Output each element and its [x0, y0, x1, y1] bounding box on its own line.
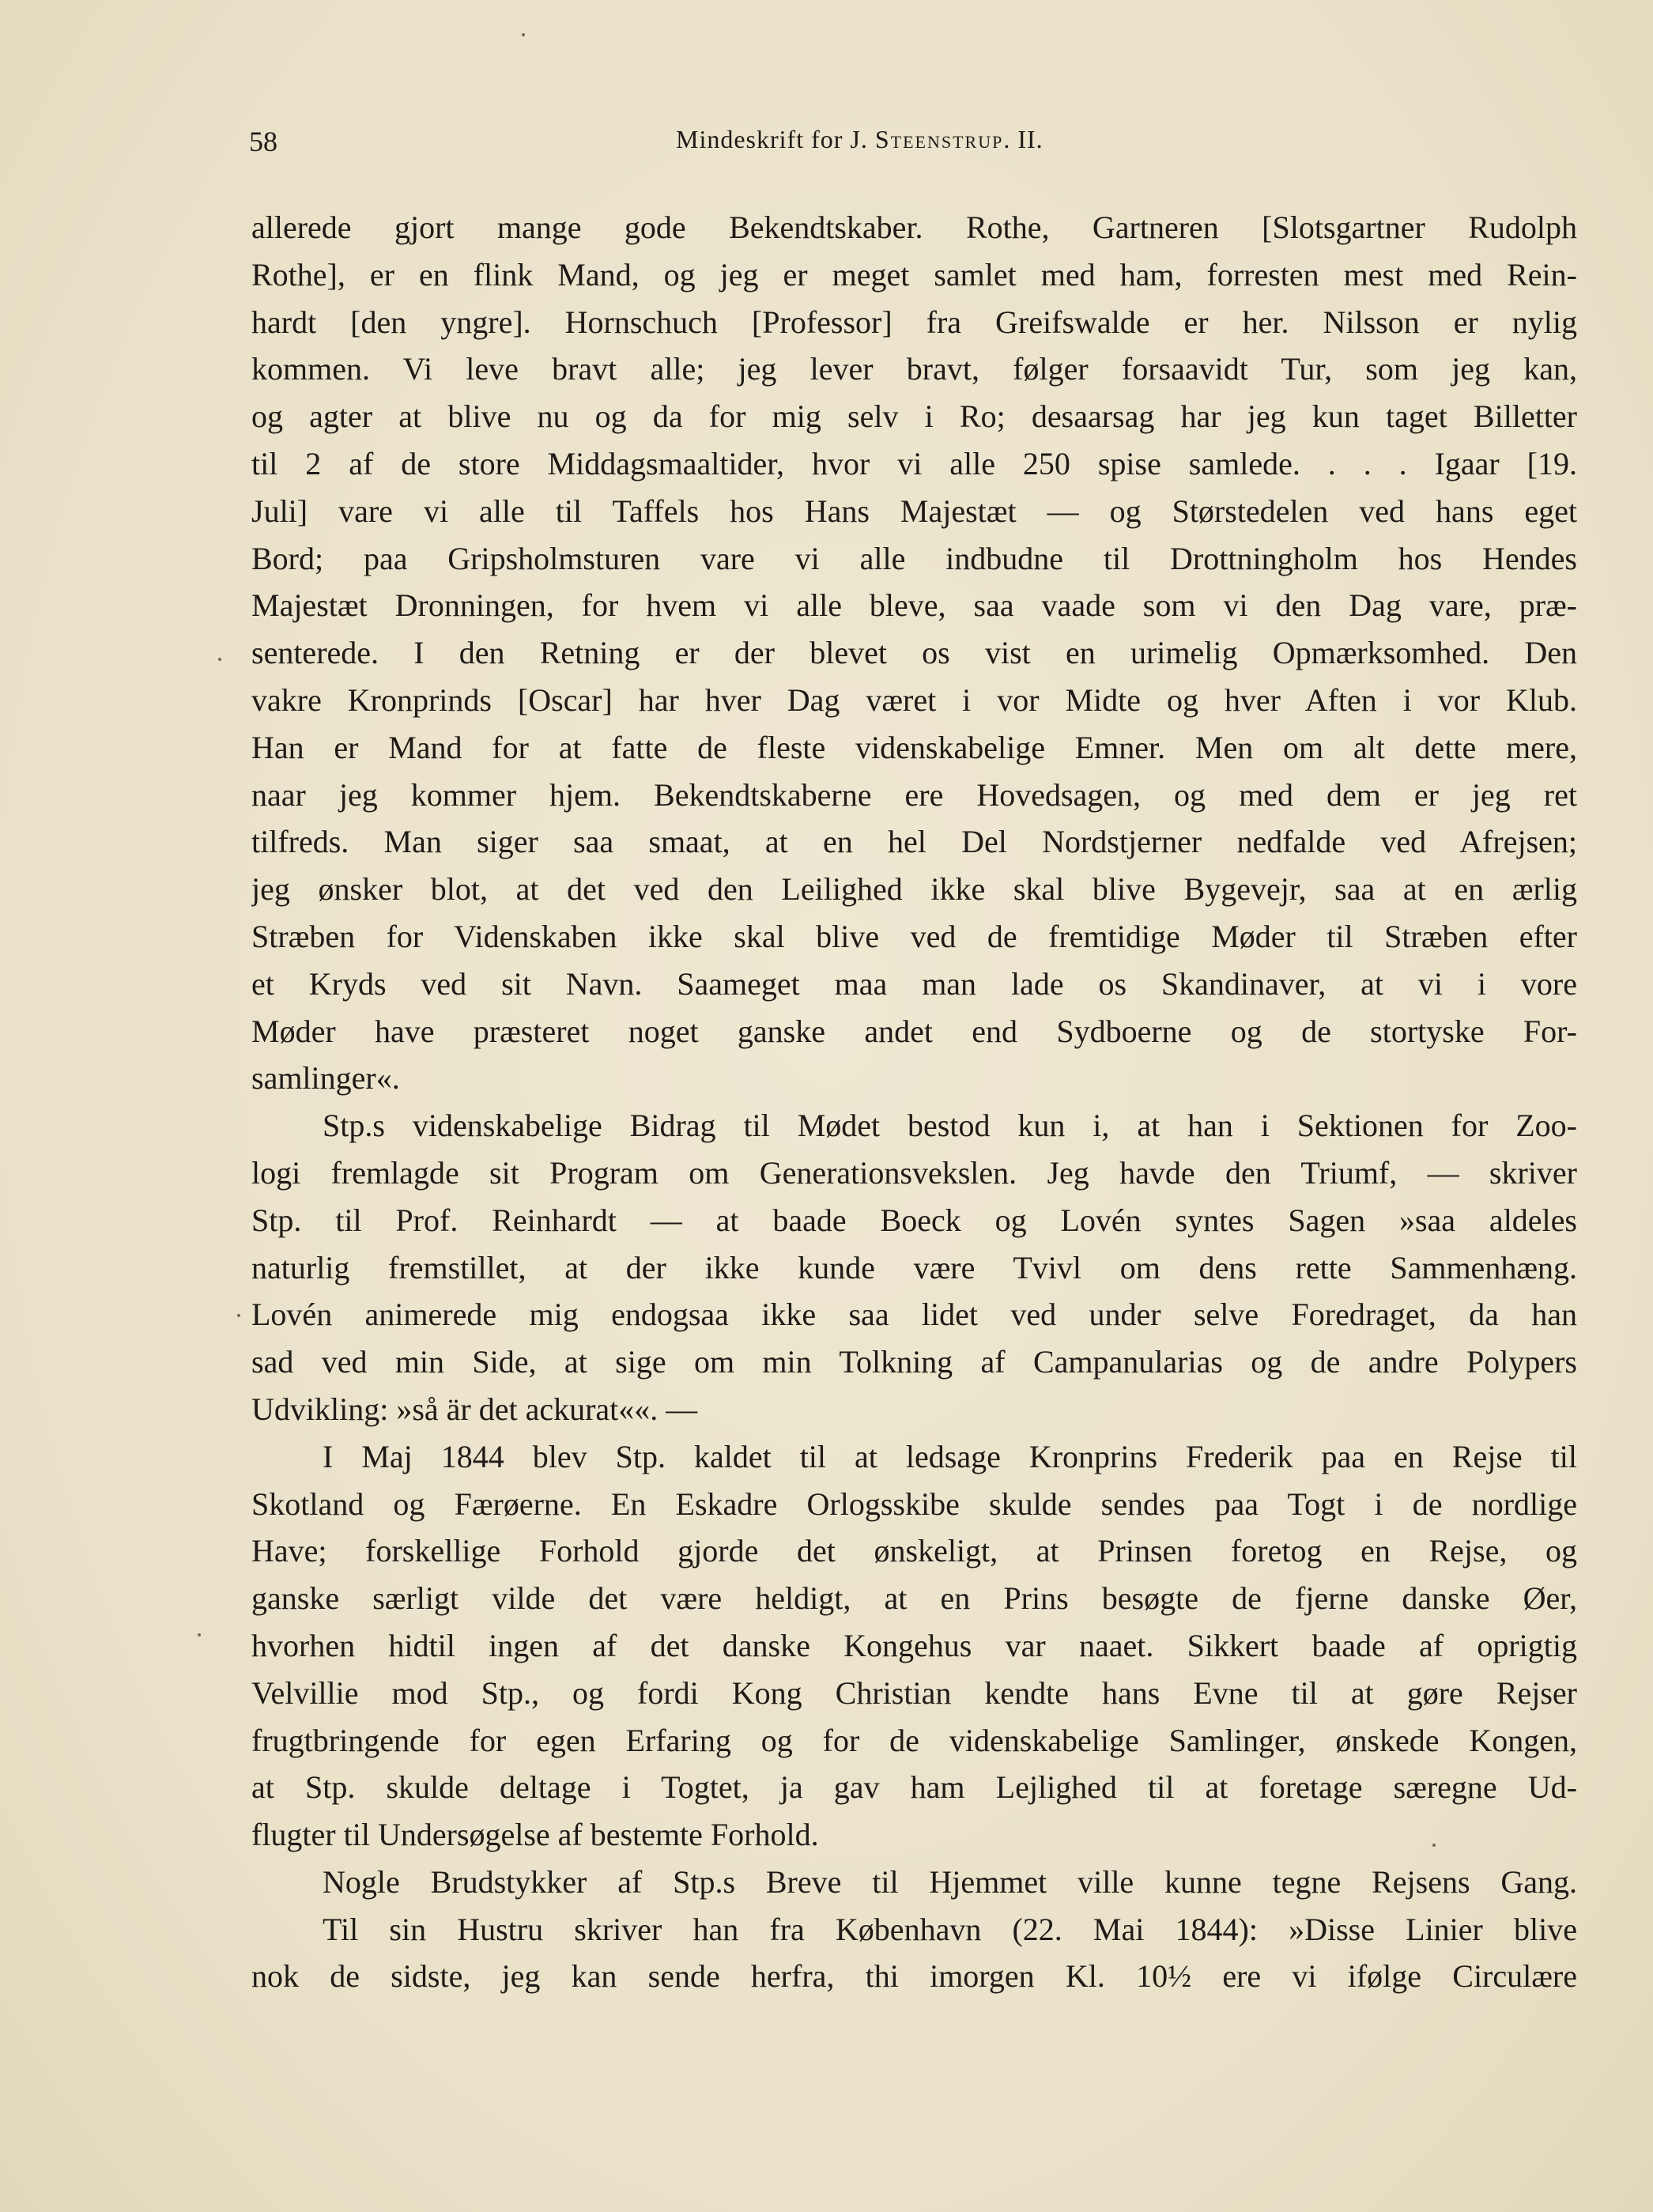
text-line: og agter at blive nu og da for mig selv i Ro; desaarsag har jeg kun taget Billetter	[251, 398, 1577, 435]
text-line: allerede gjort mange gode Bekendtskaber. Rothe, Gartneren [Slotsgartner Rudolph	[251, 209, 1577, 245]
text-line: Majestæt Dronningen, for hvem vi alle bleve, saa vaade som vi den Dag vare, præ-	[251, 587, 1577, 624]
paper-speck	[522, 33, 525, 36]
text-line: hvorhen hidtil ingen af det danske Kongehus var naaet. Sikkert baade af oprigtig	[251, 1627, 1577, 1663]
text-line: Juli] vare vi alle til Taffels hos Hans Majestæt — og Størstedelen ved hans eget	[251, 493, 1577, 529]
page-number: 58	[249, 126, 277, 157]
text-line: senterede. I den Retning er der blevet os vist en urimelig Opmærksomhed. Den	[251, 635, 1577, 671]
paper-speck	[198, 1633, 201, 1636]
running-head-author: Steenstrup	[874, 125, 1004, 153]
text-line: til 2 af de store Middagsmaaltider, hvor vi alle 250 spise samlede. . . . Igaar [19.	[251, 445, 1577, 481]
text-line: samlinger«.	[251, 1060, 400, 1097]
text-line: Møder have præsteret noget ganske andet end Sydboerne og de stortyske For-	[251, 1013, 1577, 1049]
text-line: nok de sidste, jeg kan sende herfra, thi imorgen Kl. 10½ ere vi ifølge Circulære	[251, 1958, 1577, 1995]
text-line: Stræben for Videnskaben ikke skal blive ved de fremtidige Møder til Stræben efter	[251, 918, 1577, 954]
paper-speck	[1432, 1844, 1436, 1847]
text-line: jeg ønsker blot, at det ved den Leilighed ikke skal blive Bygevejr, saa at en ærlig	[251, 871, 1577, 908]
running-head-title: Mindeskrift for J.	[676, 125, 868, 153]
text-line: logi fremlagde sit Program om Generationsvekslen. Jeg havde den Triumf, — skriver	[251, 1154, 1577, 1191]
text-line: naturlig fremstillet, at der ikke kunde være Tvivl om dens rette Sammenhæng.	[251, 1249, 1577, 1285]
text-line: flugter til Undersøgelse af bestemte Forhold.	[251, 1817, 819, 1853]
text-line: Bord; paa Gripsholmsturen vare vi alle indbudne til Drottningholm hos Hendes	[251, 540, 1577, 576]
text-line: Nogle Brudstykker af Stp.s Breve til Hjemmet ville kunne tegne Rejsens Gang.	[323, 1863, 1577, 1900]
text-line: tilfreds. Man siger saa smaat, at en hel Del Nordstjerner nedfalde ved Afrejsen;	[251, 824, 1577, 860]
text-line: hardt [den yngre]. Hornschuch [Professor] fra Greifswalde er her. Nilsson er nylig	[251, 304, 1577, 340]
text-line: ganske særligt vilde det være heldigt, at en Prins besøgte de fjerne danske Øer,	[251, 1580, 1577, 1617]
text-line: at Stp. skulde deltage i Togtet, ja gav ham Lejlighed til at foretage særegne Ud-	[251, 1769, 1577, 1806]
paper-speck	[237, 1314, 240, 1317]
text-line: Han er Mand for at fatte de fleste videnskabelige Emner. Men om alt dette mere,	[251, 729, 1577, 765]
paper-speck	[218, 658, 221, 661]
text-line: frugtbringende for egen Erfaring og for de videnskabelige Samlinger, ønskede Kongen,	[251, 1722, 1577, 1758]
text-line: Til sin Hustru skriver han fra København (22. Mai 1844): »Disse Linier blive	[323, 1911, 1577, 1947]
text-line: I Maj 1844 blev Stp. kaldet til at ledsage Kronprins Frederik paa en Rejse til	[323, 1438, 1577, 1474]
text-line: vakre Kronprinds [Oscar] har hver Dag været i vor Midte og hver Aften i vor Klub.	[251, 681, 1577, 718]
text-line: Stp. til Prof. Reinhardt — at baade Boeck og Lovén syntes Sagen »saa aldeles	[251, 1202, 1577, 1238]
body-text	[251, 204, 1577, 2000]
running-head-volume: . II.	[1003, 125, 1044, 153]
text-line: Have; forskellige Forhold gjorde det ønskeligt, at Prinsen foretog en Rejse, og	[251, 1533, 1577, 1569]
text-line: Udvikling: »så är det ackurat««. —	[251, 1391, 698, 1427]
text-line: Velvillie mod Stp., og fordi Kong Christian kendte hans Evne til at gøre Rejser	[251, 1674, 1577, 1711]
text-line: kommen. Vi leve bravt alle; jeg lever bravt, følger forsaavidt Tur, som jeg kan,	[251, 351, 1577, 387]
text-line: Stp.s videnskabelige Bidrag til Mødet bestod kun i, at han i Sektionen for Zoo-	[323, 1108, 1577, 1144]
text-line: Skotland og Færøerne. En Eskadre Orlogsskibe skulde sendes paa Togt i de nordlige	[251, 1485, 1577, 1522]
text-line: et Kryds ved sit Navn. Saameget maa man lade os Skandinaver, at vi i vore	[251, 965, 1577, 1002]
text-line: Rothe], er en flink Mand, og jeg er meget samlet med ham, forresten mest med Rein-	[251, 256, 1577, 293]
text-line: naar jeg kommer hjem. Bekendtskaberne ere Hovedsagen, og med dem er jeg ret	[251, 776, 1577, 813]
page-header	[249, 125, 1577, 164]
text-line: sad ved min Side, at sige om min Tolkning af Campanularias og de andre Polypers	[251, 1344, 1577, 1380]
text-line: Lovén animerede mig endogsaa ikke saa lidet ved under selve Foredraget, da han	[251, 1297, 1577, 1333]
running-head	[676, 125, 1044, 154]
